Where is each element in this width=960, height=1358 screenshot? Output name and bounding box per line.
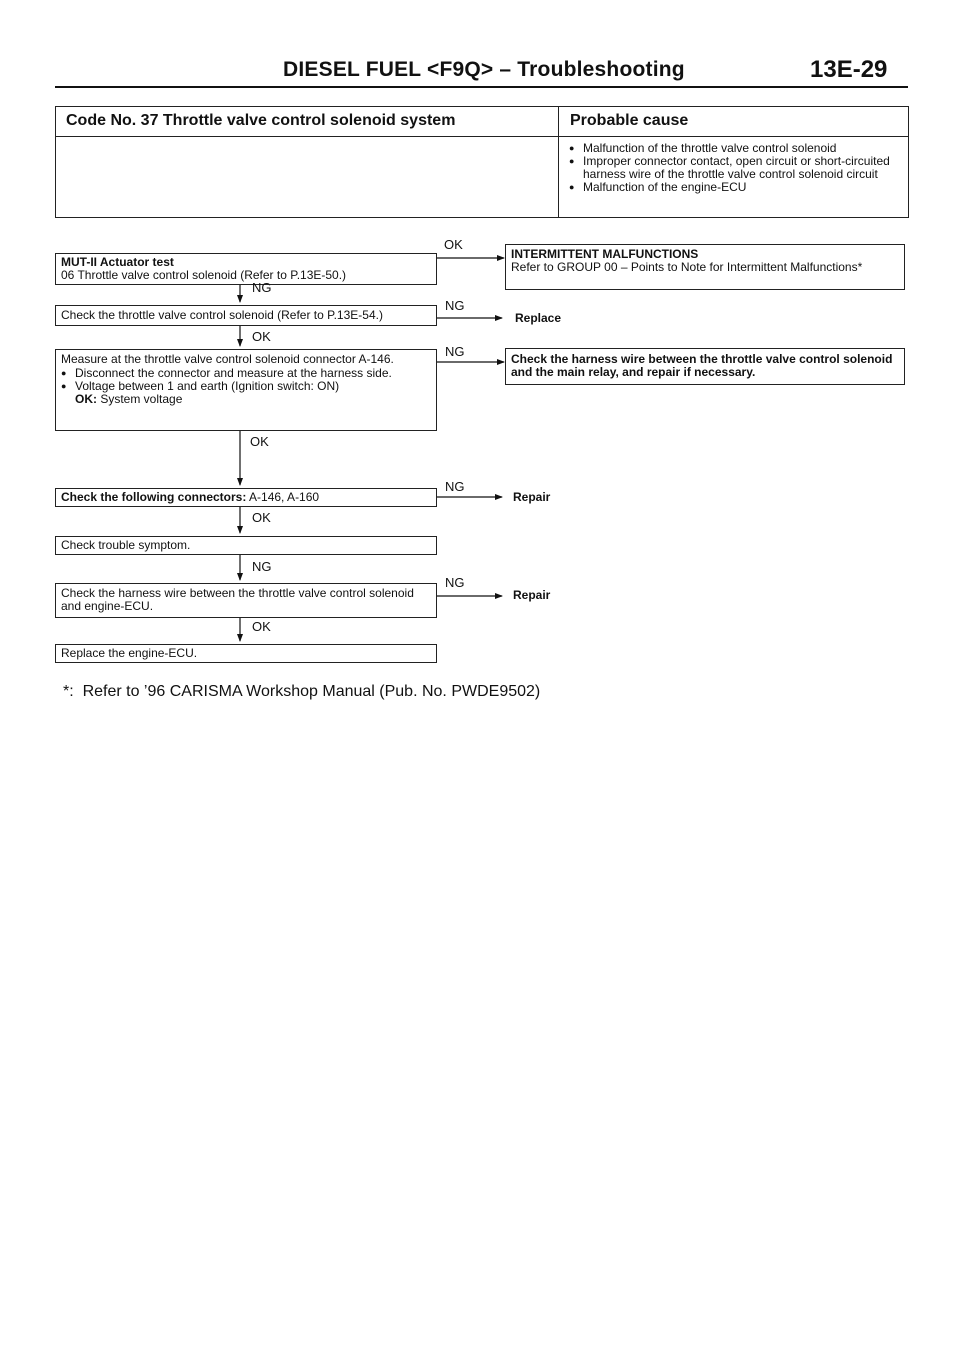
replace-ecu-box: [55, 644, 437, 663]
ok-criteria-label: OK:: [75, 392, 97, 406]
check-solenoid-box: [55, 305, 437, 326]
intermittent-malfunctions-box: [505, 244, 905, 290]
replace-result: Replace: [515, 311, 562, 325]
page-number: 13E-29: [810, 56, 888, 83]
ok-label: OK: [444, 237, 463, 252]
repair-result: Repair: [513, 588, 551, 602]
measure-connector-text: Measure at the throttle valve control solenoid connector A-146.: [61, 352, 394, 366]
ok-label: OK: [252, 329, 271, 344]
check-harness-ecu-box: [55, 583, 437, 618]
probable-cause-heading: Probable cause: [570, 112, 689, 129]
check-solenoid-text: Check the throttle valve control solenoid (Refer to P.13E-54.): [61, 308, 383, 322]
ng-label: NG: [445, 344, 465, 359]
ng-label: NG: [252, 280, 272, 295]
cause-item: ● Malfunction of the throttle valve control solenoid: [569, 142, 899, 155]
cause-item: ● Malfunction of the engine-ECU: [569, 181, 899, 194]
harness-main-relay-box: [505, 348, 905, 385]
ng-label: NG: [445, 575, 465, 590]
intermittent-title: INTERMITTENT MALFUNCTIONS: [511, 247, 699, 261]
ng-label: NG: [445, 479, 465, 494]
measure-connector-box: [55, 349, 437, 431]
replace-ecu-text: Replace the engine-ECU.: [61, 646, 198, 660]
check-harness-ecu-text: Check the harness wire between the throttle valve control solenoid and engine-ECU.: [61, 586, 414, 613]
measure-steps: [61, 367, 431, 393]
ok-criteria: [61, 393, 431, 406]
check-symptom-text: Check trouble symptom.: [61, 538, 191, 552]
actuator-test-title: MUT-II Actuator test: [61, 255, 174, 269]
measure-step: ● Voltage between 1 and earth (Ignition switch: ON): [61, 380, 431, 393]
check-connectors-box: [55, 488, 437, 507]
actuator-test-box: [55, 253, 437, 285]
harness-main-relay-text: Check the harness wire between the throttle valve control solenoid and the main relay, and repair if necessary.: [511, 352, 893, 379]
footnote: *: Refer to ’96 CARISMA Workshop Manual (Pub. No. PWDE9502): [63, 683, 541, 700]
ok-label: OK: [250, 434, 269, 449]
check-connectors-value: A-146, A-160: [249, 490, 320, 504]
ng-label: NG: [252, 559, 272, 574]
check-connectors-label: Check the following connectors:: [61, 490, 247, 504]
intermittent-text: Refer to GROUP 00 – Points to Note for Intermittent Malfunctions*: [511, 260, 863, 274]
repair-result: Repair: [513, 490, 551, 504]
actuator-test-text: 06 Throttle valve control solenoid (Refer to P.13E-50.): [61, 268, 347, 282]
page-title: DIESEL FUEL <F9Q> – Troubleshooting: [283, 58, 685, 81]
ok-label: OK: [252, 619, 271, 634]
ok-criteria-value: System voltage: [100, 392, 183, 406]
ng-label: NG: [445, 298, 465, 313]
check-symptom-box: [55, 536, 437, 555]
ok-label: OK: [252, 510, 271, 525]
measure-step: ● Disconnect the connector and measure at the harness side.: [61, 367, 425, 380]
code-title: Code No. 37 Throttle valve control solenoid system: [66, 112, 456, 129]
cause-item: ● Improper connector contact, open circuit or short-circuited harness wire of the throttle valve control solenoid circuit: [569, 155, 899, 181]
